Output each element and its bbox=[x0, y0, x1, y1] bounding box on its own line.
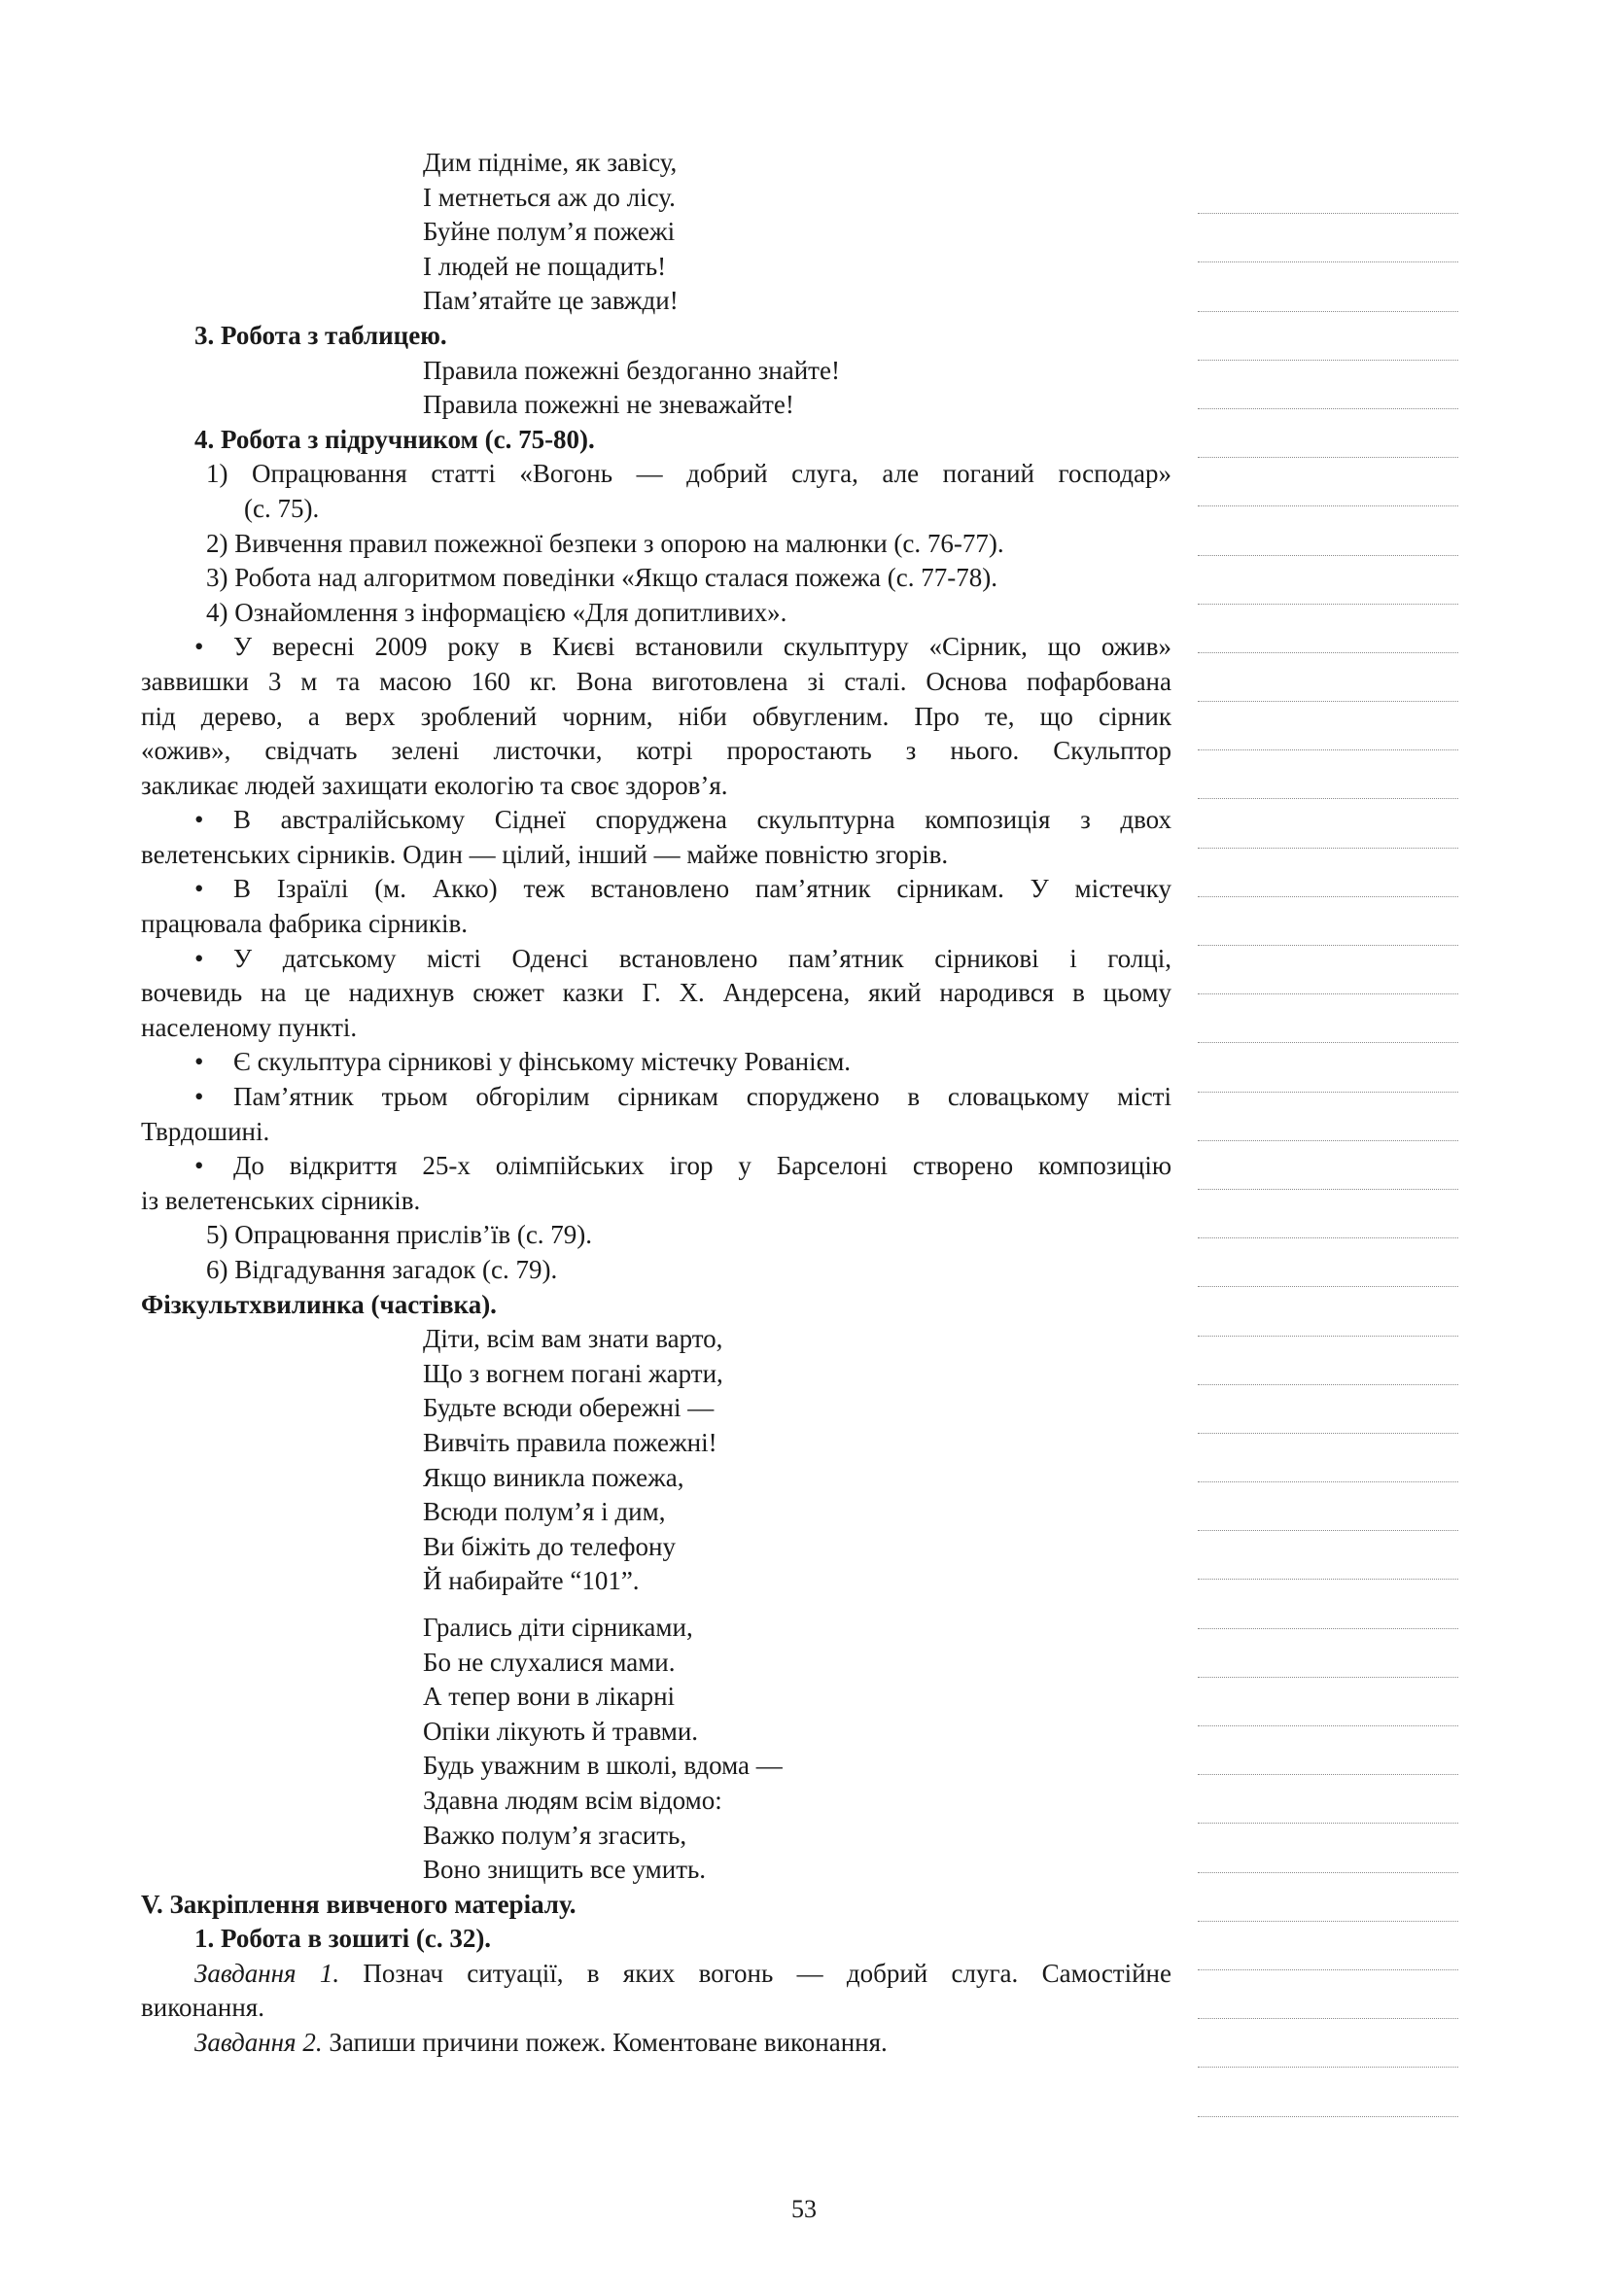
note-line bbox=[1198, 361, 1458, 409]
heading-section-v: V. Закріплення вивченого матеріалу. bbox=[141, 1889, 577, 1919]
poem-line: І людей не пощадить! bbox=[423, 251, 667, 281]
poem-line: І метнеться аж до лісу. bbox=[423, 182, 676, 212]
note-line bbox=[1198, 458, 1458, 506]
poem-line: Буйне полум’я пожежі bbox=[423, 217, 676, 247]
poem-line: Здавна людям всім відомо: bbox=[423, 1785, 722, 1815]
bullet-icon: • bbox=[194, 632, 204, 662]
task-label: Завдання 2. bbox=[194, 2028, 323, 2058]
fact-line: Тврдошині. bbox=[141, 1116, 270, 1146]
note-line bbox=[1198, 1385, 1458, 1434]
list-item: 2) Вивчення правил пожежної безпеки з опорою на малюнки (с. 76-77). bbox=[206, 528, 1004, 558]
page-content bbox=[141, 146, 1171, 2061]
list-item: 3) Робота над алгоритмом поведінки «Якщо сталася пожежа (с. 77-78). bbox=[206, 563, 997, 593]
stanza-gap bbox=[141, 1599, 1171, 1611]
note-line bbox=[1198, 897, 1458, 946]
bullet-icon: • bbox=[194, 874, 204, 904]
note-line bbox=[1198, 2019, 1458, 2068]
fact-line: • У вересні 2009 року в Києві встановили скульптуру «Сірник, що ожив» bbox=[141, 630, 1171, 665]
task-line: виконання. bbox=[141, 1993, 264, 2023]
poem-line: Воно знищить все умить. bbox=[423, 1855, 707, 1885]
task-label: Завдання 1. bbox=[194, 1958, 340, 1988]
note-line bbox=[1198, 799, 1458, 848]
bullet-icon: • bbox=[194, 1082, 204, 1112]
poem-line: Й набирайте “101”. bbox=[423, 1566, 640, 1596]
fact-line: • Пам’ятник трьом обгорілим сірникам споруджено в словацькому місті bbox=[141, 1080, 1171, 1115]
note-line bbox=[1198, 1970, 1458, 2019]
rules-line: Правила пожежні бездоганно знайте! bbox=[423, 355, 840, 385]
heading-table-work: 3. Робота з таблицею. bbox=[194, 320, 447, 350]
bullet-icon: • bbox=[194, 943, 204, 973]
fact-line: • До відкриття 25-х олімпійських ігор у Барселоні створено композицію bbox=[141, 1149, 1171, 1184]
note-line bbox=[1198, 2068, 1458, 2116]
list-item-continuation: (с. 75). bbox=[244, 493, 320, 523]
note-line bbox=[1198, 849, 1458, 897]
note-line bbox=[1198, 409, 1458, 458]
note-line bbox=[1198, 1190, 1458, 1238]
note-line bbox=[1198, 702, 1458, 750]
poem-line: Дим підніме, як завісу, bbox=[423, 148, 678, 177]
note-line bbox=[1198, 1141, 1458, 1190]
fact-line: вочевидь на це надихнув сюжет казки Г. Х. Андерсена, який народився в цьому bbox=[141, 978, 1171, 1008]
list-item: 4) Ознайомлення з інформацією «Для допитливих». bbox=[206, 597, 787, 627]
poem-line: Важко полум’я згасить, bbox=[423, 1820, 687, 1850]
poem-line: Діти, всім вам знати варто, bbox=[423, 1324, 723, 1354]
note-line bbox=[1198, 1337, 1458, 1385]
note-line bbox=[1198, 1434, 1458, 1482]
poem-line: Будь уважним в школі, вдома — bbox=[423, 1751, 783, 1781]
fact-line: • В австралійському Сіднеї споруджена скульптурна композиція з двох bbox=[141, 803, 1171, 838]
note-line bbox=[1198, 1043, 1458, 1092]
note-line bbox=[1198, 1775, 1458, 1824]
note-line bbox=[1198, 1629, 1458, 1678]
note-line bbox=[1198, 312, 1458, 361]
fact-line: • В Ізраїлі (м. Акко) теж встановлено пам’ятник сірникам. У містечку bbox=[141, 872, 1171, 907]
poem-line: Бо не слухалися мами. bbox=[423, 1647, 676, 1677]
poem-line: Грались діти сірниками, bbox=[423, 1612, 693, 1642]
note-line bbox=[1198, 946, 1458, 994]
poem-line: Всюди полум’я і дим, bbox=[423, 1497, 666, 1527]
note-line bbox=[1198, 605, 1458, 653]
note-line bbox=[1198, 1824, 1458, 1872]
poem-line: А тепер вони в лікарні bbox=[423, 1682, 676, 1712]
fact-line: • У датському місті Оденсі встановлено пам’ятник сірникові і голці, bbox=[141, 942, 1171, 977]
heading-fizkult: Фізкультхвилинка (частівка). bbox=[141, 1289, 497, 1319]
bullet-icon: • bbox=[194, 1047, 204, 1077]
task-line: Завдання 2. Запиши причини пожеж. Коментоване виконання. bbox=[194, 2028, 888, 2058]
note-line bbox=[1198, 556, 1458, 605]
task-line: Завдання 1. Познач ситуації, в яких вогонь — добрий слуга. Самостійне bbox=[194, 1958, 1171, 1988]
page-number: 53 bbox=[791, 2195, 817, 2223]
note-line bbox=[1198, 1093, 1458, 1141]
fact-line: «ожив», свідчать зелені листочки, котрі проростають з нього. Скульптор bbox=[141, 736, 1171, 766]
fact-line: із велетенських сірників. bbox=[141, 1185, 421, 1215]
rules-line: Правила пожежні не зневажайте! bbox=[423, 390, 794, 420]
note-line bbox=[1198, 1531, 1458, 1580]
note-lines bbox=[1198, 165, 1458, 2117]
note-line bbox=[1198, 262, 1458, 311]
note-line bbox=[1198, 214, 1458, 262]
note-line bbox=[1198, 1580, 1458, 1628]
note-line bbox=[1198, 1726, 1458, 1775]
fact-line: під дерево, а верх зроблений чорним, ніби обвугленим. Про те, що сірник bbox=[141, 701, 1171, 731]
fact-line: • Є скульптура сірникові у фінському містечку Рованієм. bbox=[141, 1045, 1171, 1080]
heading-notebook-work: 1. Робота в зошиті (с. 32). bbox=[194, 1924, 492, 1954]
note-line bbox=[1198, 1482, 1458, 1531]
poem-line: Ви біжіть до телефону bbox=[423, 1531, 676, 1561]
fact-line: велетенських сірників. Один — цілий, інший — майже повністю згорів. bbox=[141, 839, 949, 869]
note-line bbox=[1198, 506, 1458, 555]
fact-line: населеному пункті. bbox=[141, 1012, 358, 1042]
poem-line: Пам’ятайте це завжди! bbox=[423, 286, 679, 316]
fact-line: працювала фабрика сірників. bbox=[141, 909, 468, 939]
note-line bbox=[1198, 1238, 1458, 1287]
list-item: 6) Відгадування загадок (с. 79). bbox=[206, 1255, 558, 1284]
note-line bbox=[1198, 165, 1458, 214]
note-line bbox=[1198, 1873, 1458, 1922]
heading-textbook-work: 4. Робота з підручником (с. 75-80). bbox=[194, 424, 595, 454]
note-line bbox=[1198, 653, 1458, 702]
poem-line: Якщо виникла пожежа, bbox=[423, 1462, 684, 1492]
list-item: 5) Опрацювання прислів’їв (с. 79). bbox=[206, 1220, 593, 1250]
note-line bbox=[1198, 1287, 1458, 1336]
poem-line: Опіки лікують й травми. bbox=[423, 1716, 699, 1746]
bullet-icon: • bbox=[194, 1151, 204, 1181]
note-line bbox=[1198, 1922, 1458, 1970]
list-item: 1) Опрацювання статті «Вогонь — добрий слуга, але поганий господар» bbox=[206, 459, 1171, 489]
fact-line: заввишки 3 м та масою 160 кг. Вона виготовлена зі сталі. Основа пофарбована bbox=[141, 666, 1171, 696]
poem-line: Вивчіть правила пожежні! bbox=[423, 1427, 717, 1457]
note-line bbox=[1198, 994, 1458, 1043]
bullet-icon: • bbox=[194, 805, 204, 835]
fact-line: закликає людей захищати екологію та своє здоров’я. bbox=[141, 770, 728, 800]
note-line bbox=[1198, 1678, 1458, 1726]
note-line bbox=[1198, 750, 1458, 799]
poem-line: Що з вогнем погані жарти, bbox=[423, 1358, 723, 1388]
poem-line: Будьте всюди обережні — bbox=[423, 1393, 715, 1423]
